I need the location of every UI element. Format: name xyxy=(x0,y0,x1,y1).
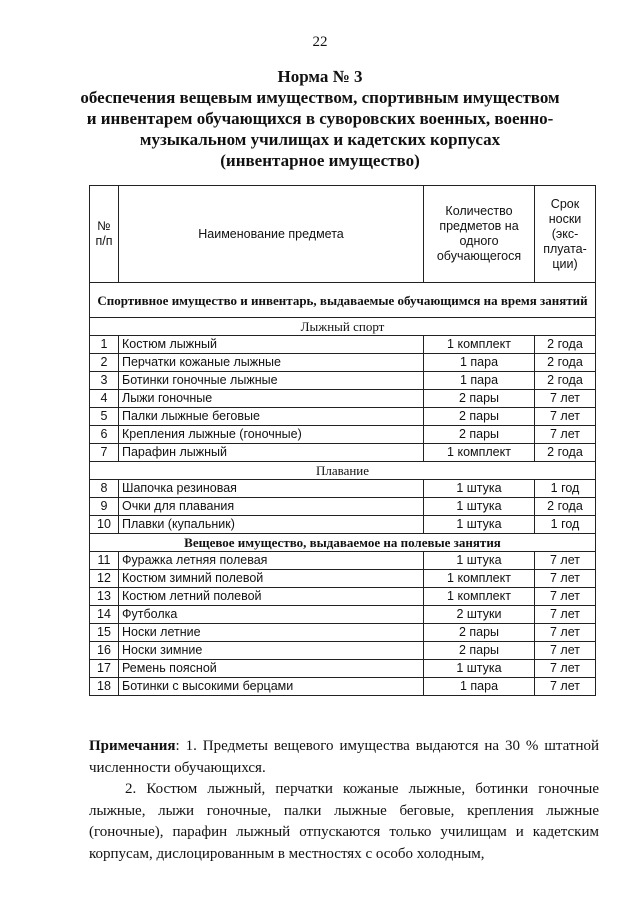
row-name: Перчатки кожаные лыжные xyxy=(119,354,424,372)
header-name: Наименование предмета xyxy=(119,186,424,283)
row-name: Ботинки гоночные лыжные xyxy=(119,372,424,390)
row-num: 1 xyxy=(90,336,119,354)
table-row xyxy=(90,642,596,660)
table-row xyxy=(90,354,596,372)
row-name: Ремень поясной xyxy=(119,660,424,678)
table-row xyxy=(90,624,596,642)
table-row xyxy=(90,372,596,390)
table-row xyxy=(90,516,596,534)
row-num: 15 xyxy=(90,624,119,642)
row-name: Костюм зимний полевой xyxy=(119,570,424,588)
row-name: Носки летние xyxy=(119,624,424,642)
row-qty: 1 пара xyxy=(424,354,535,372)
row-qty: 2 штуки xyxy=(424,606,535,624)
row-term: 7 лет xyxy=(535,390,596,408)
heading-line: (инвентарное имущество) xyxy=(220,151,420,170)
row-qty: 1 штука xyxy=(424,498,535,516)
heading-line: и инвентарем обучающихся в суворовских военных, военно- xyxy=(86,109,554,128)
row-term: 2 года xyxy=(535,444,596,462)
header-term: Срок носки (экс-плуата-ции) xyxy=(535,186,596,283)
row-num: 14 xyxy=(90,606,119,624)
row-term: 7 лет xyxy=(535,642,596,660)
row-term: 2 года xyxy=(535,354,596,372)
row-name: Ботинки с высокими берцами xyxy=(119,678,424,696)
row-num: 18 xyxy=(90,678,119,696)
table-row xyxy=(90,660,596,678)
row-qty: 1 штука xyxy=(424,516,535,534)
row-name: Носки зимние xyxy=(119,642,424,660)
row-name: Шапочка резиновая xyxy=(119,480,424,498)
row-name: Футболка xyxy=(119,606,424,624)
note-1: : 1. Предметы вещевого имущества выдаются на 30 % штатной численности обучающихся. xyxy=(89,738,599,776)
table-row xyxy=(90,498,596,516)
row-qty: 2 пары xyxy=(424,624,535,642)
row-qty: 1 комплект xyxy=(424,444,535,462)
page-number: 22 xyxy=(312,34,328,50)
row-num: 9 xyxy=(90,498,119,516)
row-name: Плавки (купальник) xyxy=(119,516,424,534)
subsection-row xyxy=(90,318,596,336)
row-term: 7 лет xyxy=(535,624,596,642)
table-row xyxy=(90,408,596,426)
note-2: 2. Костюм лыжный, перчатки кожаные лыжные, ботинки гоночные лыжные, лыжи гоночные, палки лыжные беговые, крепления лыжные (гоночные), парафин лыжный отпускаются только училищам и кадетским корпусам, дислоцированным в местностях с особо холодным, xyxy=(89,781,599,862)
row-term: 2 года xyxy=(535,498,596,516)
row-qty: 1 пара xyxy=(424,678,535,696)
heading-line: музыкальном училищах и кадетских корпусах xyxy=(139,130,501,149)
row-term: 2 года xyxy=(535,372,596,390)
row-num: 2 xyxy=(90,354,119,372)
heading-title: Норма № 3 xyxy=(277,67,363,86)
row-term: 7 лет xyxy=(535,570,596,588)
row-name: Палки лыжные беговые xyxy=(119,408,424,426)
norma-table xyxy=(89,185,596,696)
table-row xyxy=(90,588,596,606)
row-num: 11 xyxy=(90,552,119,570)
row-num: 3 xyxy=(90,372,119,390)
row-name: Лыжи гоночные xyxy=(119,390,424,408)
table-row xyxy=(90,480,596,498)
row-num: 12 xyxy=(90,570,119,588)
row-qty: 1 комплект xyxy=(424,588,535,606)
row-name: Крепления лыжные (гоночные) xyxy=(119,426,424,444)
row-qty: 1 комплект xyxy=(424,336,535,354)
row-name: Костюм летний полевой xyxy=(119,588,424,606)
row-num: 4 xyxy=(90,390,119,408)
row-qty: 1 штука xyxy=(424,480,535,498)
table-row xyxy=(90,678,596,696)
table-header-row xyxy=(90,186,596,283)
table-row xyxy=(90,606,596,624)
row-qty: 1 комплект xyxy=(424,570,535,588)
notes xyxy=(89,736,599,865)
row-num: 13 xyxy=(90,588,119,606)
section-sport: Спортивное имущество и инвентарь, выдаваемые обучающимся на время занятий xyxy=(90,283,596,318)
subsection-row xyxy=(90,462,596,480)
section-row xyxy=(90,534,596,552)
row-term: 7 лет xyxy=(535,408,596,426)
row-num: 17 xyxy=(90,660,119,678)
section-field: Вещевое имущество, выдаваемое на полевые занятия xyxy=(90,534,596,552)
row-term: 7 лет xyxy=(535,552,596,570)
notes-label: Примечания xyxy=(89,738,176,754)
row-term: 7 лет xyxy=(535,678,596,696)
document-heading xyxy=(80,66,560,171)
subsection-swim: Плавание xyxy=(90,462,596,480)
row-qty: 1 штука xyxy=(424,552,535,570)
table-row xyxy=(90,390,596,408)
heading-line: обеспечения вещевым имуществом, спортивным имуществом xyxy=(80,88,560,107)
row-term: 7 лет xyxy=(535,660,596,678)
row-qty: 2 пары xyxy=(424,426,535,444)
header-num: № п/п xyxy=(90,186,119,283)
row-qty: 2 пары xyxy=(424,642,535,660)
row-term: 7 лет xyxy=(535,426,596,444)
section-row xyxy=(90,283,596,318)
row-name: Фуражка летняя полевая xyxy=(119,552,424,570)
table-row xyxy=(90,336,596,354)
row-name: Парафин лыжный xyxy=(119,444,424,462)
row-qty: 2 пары xyxy=(424,390,535,408)
row-num: 5 xyxy=(90,408,119,426)
row-name: Костюм лыжный xyxy=(119,336,424,354)
subsection-ski: Лыжный спорт xyxy=(90,318,596,336)
table-row xyxy=(90,426,596,444)
row-num: 10 xyxy=(90,516,119,534)
row-term: 7 лет xyxy=(535,588,596,606)
row-num: 6 xyxy=(90,426,119,444)
row-term: 7 лет xyxy=(535,606,596,624)
row-num: 8 xyxy=(90,480,119,498)
table-row xyxy=(90,570,596,588)
row-term: 1 год xyxy=(535,480,596,498)
row-term: 1 год xyxy=(535,516,596,534)
row-term: 2 года xyxy=(535,336,596,354)
row-num: 7 xyxy=(90,444,119,462)
row-qty: 2 пары xyxy=(424,408,535,426)
header-qty: Количество предметов на одного обучающегося xyxy=(424,186,535,283)
table-row xyxy=(90,552,596,570)
row-qty: 1 пара xyxy=(424,372,535,390)
row-num: 16 xyxy=(90,642,119,660)
row-qty: 1 штука xyxy=(424,660,535,678)
table-row xyxy=(90,444,596,462)
row-name: Очки для плавания xyxy=(119,498,424,516)
